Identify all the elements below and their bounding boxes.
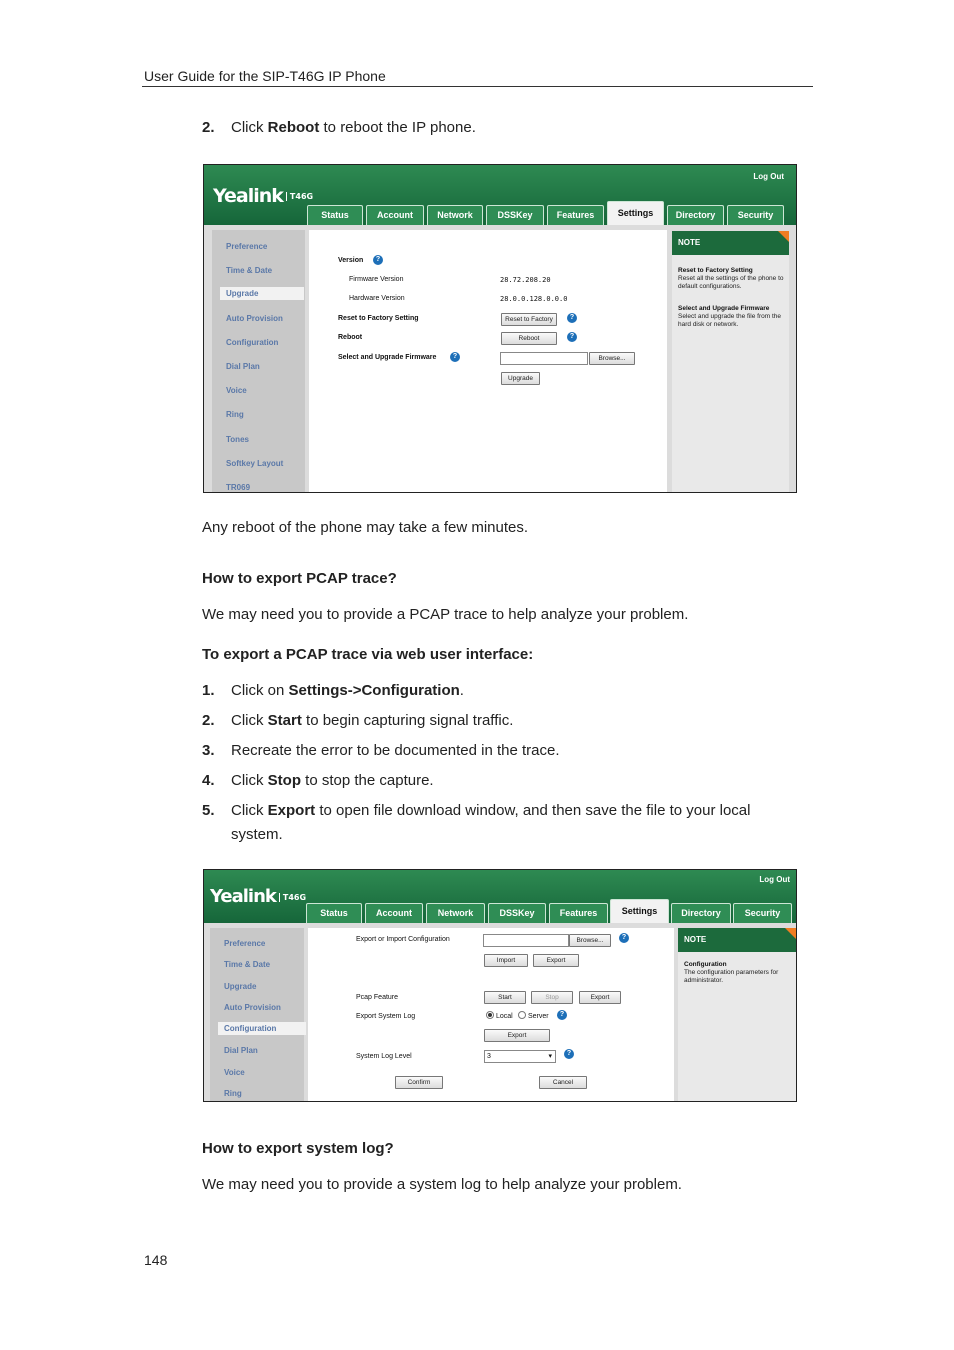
sidebar-item-auto-provision[interactable]: Auto Provision	[224, 1003, 281, 1012]
sidebar-item-upgrade[interactable]: Upgrade	[220, 287, 304, 300]
yealink-logo: Yealink T46G	[213, 185, 314, 207]
help-icon[interactable]: ?	[567, 313, 577, 323]
heading-pcap-web: To export a PCAP trace via web user interface:	[202, 646, 534, 663]
sidebar	[212, 230, 305, 492]
logout-link[interactable]: Log Out	[759, 875, 790, 884]
help-icon[interactable]: ?	[450, 352, 460, 362]
upgrade-button[interactable]: Upgrade	[501, 372, 540, 385]
step-number: 2.	[202, 119, 215, 136]
cancel-button[interactable]: Cancel	[539, 1076, 587, 1089]
server-label: Server	[528, 1013, 549, 1020]
export-syslog-button[interactable]: Export	[484, 1029, 550, 1042]
note-item-body: The configuration parameters for administrator.	[684, 969, 779, 984]
sidebar-item-preference[interactable]: Preference	[226, 242, 268, 251]
help-icon[interactable]: ?	[373, 255, 383, 265]
sidebar-item-voice[interactable]: Voice	[224, 1068, 245, 1077]
tab-settings[interactable]: Settings	[610, 899, 669, 923]
tab-features[interactable]: Features	[549, 903, 608, 923]
browse-button[interactable]: Browse...	[589, 352, 635, 365]
sidebar-item-configuration[interactable]: Configuration	[218, 1022, 306, 1035]
header-rule	[142, 86, 813, 87]
stop-button[interactable]: Stop	[531, 991, 573, 1004]
sidebar	[210, 928, 304, 1101]
sidebar-item-tr069[interactable]: TR069	[226, 483, 251, 492]
firmware-version-label: Firmware Version	[349, 276, 404, 283]
note-panel	[678, 928, 796, 1101]
tab-security[interactable]: Security	[733, 903, 792, 923]
page-number: 148	[144, 1252, 168, 1268]
sidebar-item-voice[interactable]: Voice	[226, 386, 247, 395]
firmware-version-value: 28.72.208.20	[500, 276, 551, 284]
logout-link[interactable]: Log Out	[753, 172, 784, 181]
yealink-logo: Yealink T46G	[210, 886, 307, 907]
main-panel	[308, 928, 674, 1101]
note-item-title: Reset to Factory Setting	[678, 267, 753, 274]
step-item: 5. Click Export to open file download window, and then save the file to your local	[202, 802, 751, 819]
sidebar-item-ring[interactable]: Ring	[226, 410, 244, 419]
sidebar-item-auto-provision[interactable]: Auto Provision	[226, 314, 283, 323]
log-level-select[interactable]	[484, 1050, 556, 1063]
chevron-down-icon: ▾	[548, 1053, 552, 1060]
note-heading: NOTE	[672, 231, 789, 255]
tab-dsskey[interactable]: DSSKey	[486, 205, 544, 225]
note-panel	[672, 231, 789, 492]
confirm-button[interactable]: Confirm	[395, 1076, 443, 1089]
export-config-button[interactable]: Export	[533, 954, 579, 967]
log-level-value: 3	[487, 1053, 491, 1060]
reset-to-factory-button[interactable]: Reset to Factory	[501, 313, 557, 326]
reboot-button[interactable]: Reboot	[501, 332, 557, 345]
running-header: User Guide for the SIP-T46G IP Phone	[144, 68, 386, 84]
sidebar-item-dial-plan[interactable]: Dial Plan	[224, 1046, 258, 1055]
tab-network[interactable]: Network	[427, 205, 483, 225]
syslog-intro: We may need you to provide a system log to help analyze your problem.	[202, 1176, 682, 1193]
note-item-title: Configuration	[684, 961, 727, 968]
sidebar-item-dial-plan[interactable]: Dial Plan	[226, 362, 260, 371]
main-panel	[309, 230, 667, 492]
help-icon[interactable]: ?	[567, 332, 577, 342]
import-button[interactable]: Import	[484, 954, 528, 967]
tab-directory[interactable]: Directory	[671, 903, 731, 923]
tab-account[interactable]: Account	[366, 205, 424, 225]
sidebar-item-ring[interactable]: Ring	[224, 1089, 242, 1098]
tab-directory[interactable]: Directory	[667, 205, 724, 225]
sidebar-item-preference[interactable]: Preference	[224, 939, 266, 948]
hardware-version-label: Hardware Version	[349, 295, 405, 302]
tab-status[interactable]: Status	[307, 205, 363, 225]
local-radio[interactable]	[486, 1011, 494, 1019]
start-button[interactable]: Start	[484, 991, 526, 1004]
note-corner	[778, 231, 789, 242]
upgrade-firmware-label: Select and Upgrade Firmware	[338, 354, 437, 361]
heading-export-syslog: How to export system log?	[202, 1140, 394, 1157]
help-icon[interactable]: ?	[564, 1049, 574, 1059]
export-syslog-label: Export System Log	[356, 1013, 416, 1020]
note-corner	[785, 928, 796, 939]
tab-security[interactable]: Security	[727, 205, 784, 225]
tab-dsskey[interactable]: DSSKey	[488, 903, 546, 923]
tab-settings[interactable]: Settings	[607, 201, 664, 225]
hardware-version-value: 28.0.0.128.0.0.0	[500, 295, 568, 303]
sidebar-item-time-date[interactable]: Time & Date	[226, 266, 273, 275]
browse-button[interactable]: Browse...	[569, 934, 611, 947]
reset-label: Reset to Factory Setting	[338, 315, 419, 322]
help-icon[interactable]: ?	[557, 1010, 567, 1020]
step-item: 4. Click Stop to stop the capture.	[202, 772, 434, 789]
tab-status[interactable]: Status	[306, 903, 362, 923]
sidebar-item-time-date[interactable]: Time & Date	[224, 960, 271, 969]
sidebar-item-upgrade[interactable]: Upgrade	[224, 982, 257, 991]
config-file-input[interactable]	[483, 934, 569, 947]
help-icon[interactable]: ?	[619, 933, 629, 943]
step-item: 2. Click Start to begin capturing signal traffic.	[202, 712, 514, 729]
log-level-label: System Log Level	[356, 1053, 412, 1060]
note-heading: NOTE	[678, 928, 796, 952]
sidebar-item-configuration[interactable]: Configuration	[226, 338, 279, 347]
step-item-continuation: system.	[231, 826, 283, 843]
note-item-body: Select and upgrade the file from the hard disk or network.	[678, 313, 781, 328]
heading-export-pcap: How to export PCAP trace?	[202, 570, 397, 587]
note-item-body: Reset all the settings of the phone to default configurations.	[678, 275, 784, 290]
sidebar-item-tones[interactable]: Tones	[226, 435, 249, 444]
top-bar	[204, 165, 796, 225]
top-bar	[204, 870, 796, 923]
tab-account[interactable]: Account	[365, 903, 423, 923]
screenshot-configuration-page	[203, 869, 797, 1102]
note-item-title: Select and Upgrade Firmware	[678, 305, 770, 312]
version-label: Version	[338, 257, 364, 264]
server-radio[interactable]	[518, 1011, 526, 1019]
pcap-intro: We may need you to provide a PCAP trace to help analyze your problem.	[202, 606, 689, 623]
reboot-label: Reboot	[338, 334, 363, 341]
local-label: Local	[496, 1013, 513, 1020]
step-item: 1. Click on Settings->Configuration.	[202, 682, 464, 699]
firmware-file-input[interactable]	[500, 352, 588, 365]
export-pcap-button[interactable]: Export	[579, 991, 621, 1004]
reboot-note: Any reboot of the phone may take a few minutes.	[202, 519, 529, 536]
export-import-label: Export or Import Configuration	[356, 936, 450, 943]
sidebar-item-softkey-layout[interactable]: Softkey Layout	[226, 459, 284, 468]
tab-network[interactable]: Network	[426, 903, 485, 923]
screenshot-upgrade-page	[203, 164, 797, 493]
tab-features[interactable]: Features	[547, 205, 604, 225]
step-item: 3. Recreate the error to be documented in the trace.	[202, 742, 560, 759]
pcap-feature-label: Pcap Feature	[356, 994, 399, 1001]
step-reboot: 2. Click Reboot to reboot the IP phone.	[202, 119, 476, 136]
